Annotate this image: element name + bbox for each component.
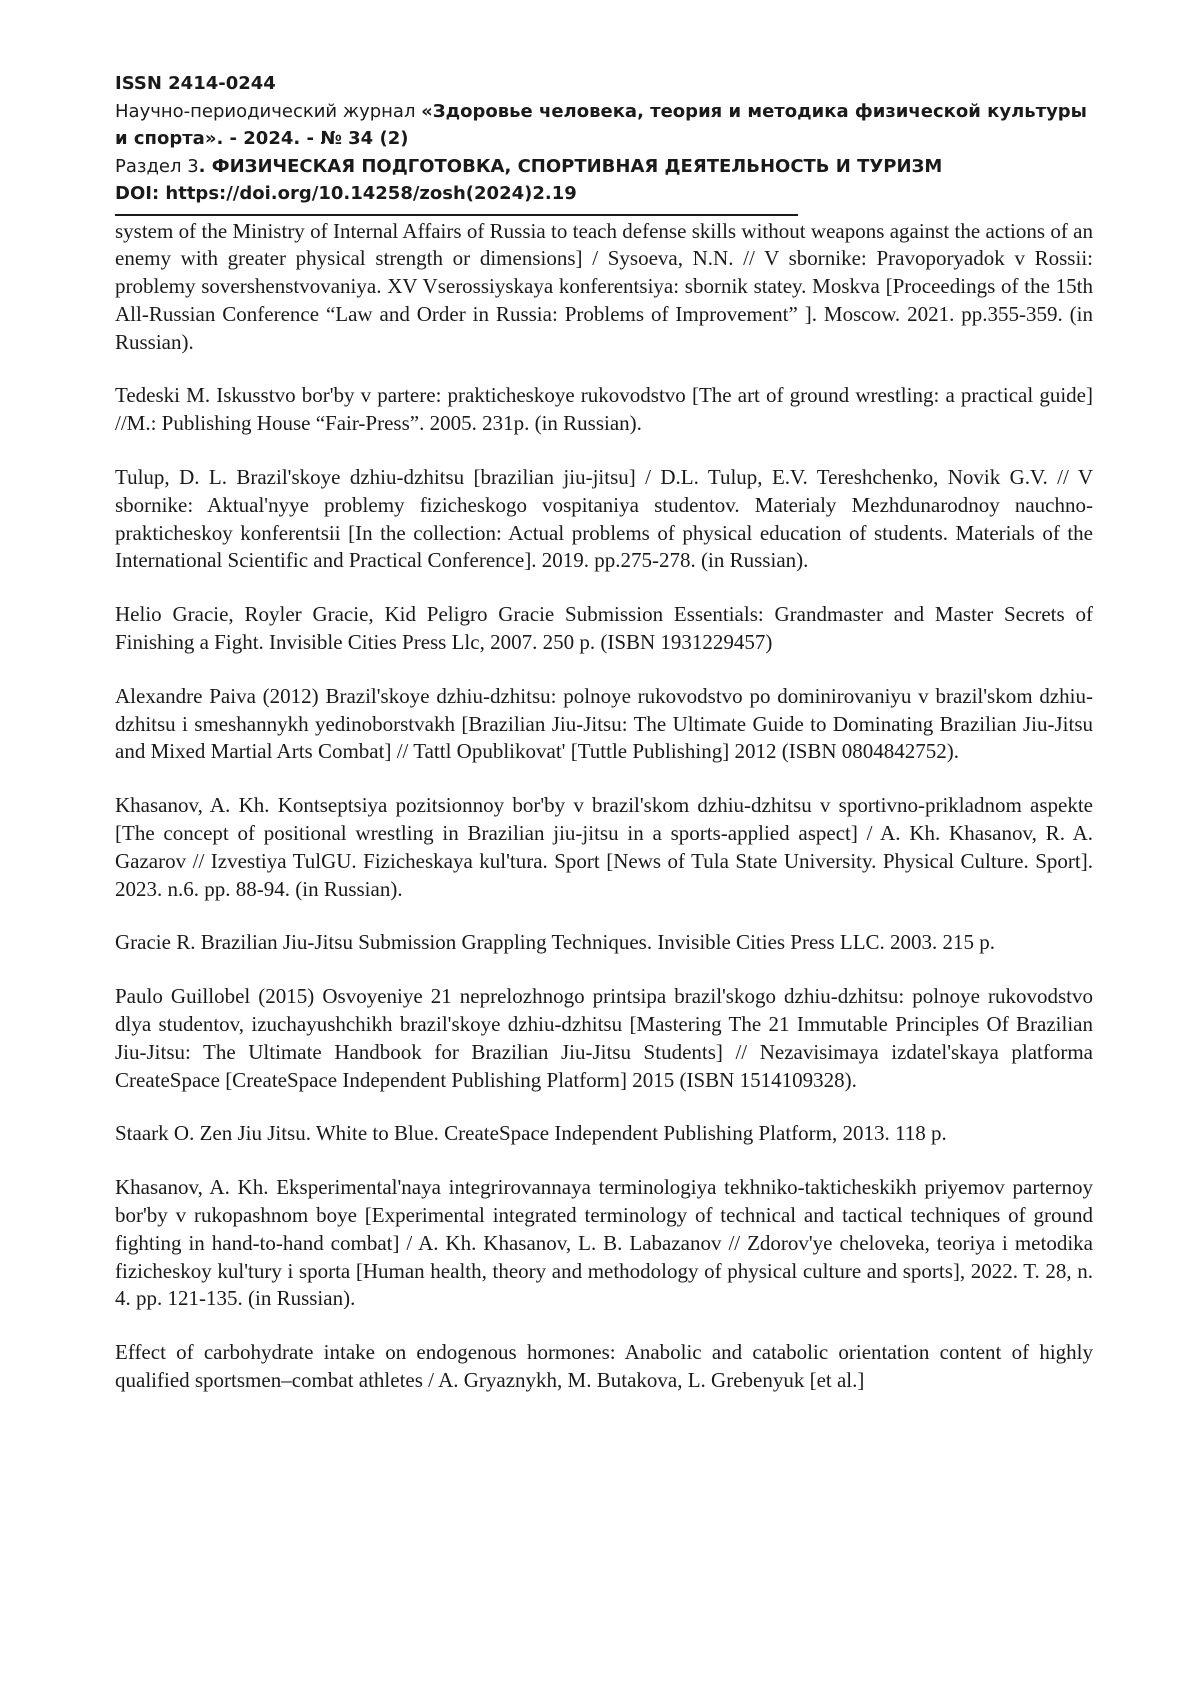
reference-item: Gracie R. Brazilian Jiu-Jitsu Submission Grappling Techniques. Invisible Cities Press LLC. 2003. 215 p. xyxy=(115,930,996,955)
issn: ISSN 2414-0244 xyxy=(115,73,276,94)
reference-item: Alexandre Paiva (2012) Brazil'skoye dzhiu-dzhitsu: polnoye rukovodstvo po dominirovaniyu v brazil'skom dzhiu-dzhitsu i smeshannykh yedinoborstvakh [Brazilian Jiu-Jitsu: The Ultimate Guide to Dominating Brazilian Jiu-Jitsu and Mixed Martial Arts Combat] // Tattl Opublikovat' [Tuttle Publishing] 2012 (ISBN 0804842752). xyxy=(115,683,1093,764)
header-rule xyxy=(115,214,798,216)
section-prefix: Раздел 3 xyxy=(115,155,199,177)
doi-line xyxy=(115,180,1093,208)
reference-item: Staark O. Zen Jiu Jitsu. White to Blue. CreateSpace Independent Publishing Platform, 2013. 118 p. xyxy=(115,1121,947,1146)
reference-item: system of the Ministry of Internal Affairs of Russia to teach defense skills without weapons against the actions of an enemy with greater physical strength or dimensions] / Sysoeva, N.N. // V sbornike: Pravoporyadok v Rossii: problemy sovershenstvovaniya. XV Vserossiyskaya konferentsiya: sbornik statey. Moskva [Proceedings of the 15th All-Russian Conference “Law and Order in Russia: Problems of Improvement” ]. Moscow. 2021. pp.355-359. (in Russian). xyxy=(115,218,1093,354)
reference-list xyxy=(115,218,1093,1395)
reference-item: Tulup, D. L. Brazil'skoye dzhiu-dzhitsu [brazilian jiu-jitsu] / D.L. Tulup, E.V. Tereshchenko, Novik G.V. // V sbornike: Aktual'nyye problemy fizicheskogo vospitaniya studentov. Materialy Mezhdunarodnoy nauchno-prakticheskoy konferentsii [In the collection: Actual problems of physical education of students. Materials of the International Scientific and Practical Conference]. 2019. pp.275-278. (in Russian). xyxy=(115,465,1093,573)
reference-item: Effect of carbohydrate intake on endogenous hormones: Anabolic and catabolic orientation content of highly qualified sportsmen–combat athletes / A. Gryaznykh, M. Butakova, L. Grebenyuk [et al.] xyxy=(115,1340,1093,1392)
page xyxy=(115,70,1093,1421)
reference-item: Helio Gracie, Royler Gracie, Kid Peligro Gracie Submission Essentials: Grandmaster and Master Secrets of Finishing a Fight. Invisible Cities Press Llc, 2007. 250 p. (ISBN 1931229457) xyxy=(115,602,1093,655)
reference-item: Paulo Guillobel (2015) Osvoyeniye 21 neprelozhnogo printsipa brazil'skogo dzhiu-dzhitsu: polnoye rukovodstvo dlya studentov, izuchayushchikh brazil'skoye dzhiu-dzhitsu [Mastering The 21 Immutable Principles Of Brazilian Jiu-Jitsu: The Ultimate Handbook for Brazilian Jiu-Jitsu Students] // Nezavisimaya izdatel'skaya platforma CreateSpace [CreateSpace Independent Publishing Platform] 2015 (ISBN 1514109328). xyxy=(115,984,1093,1092)
journal-prefix: Научно-периодический журнал xyxy=(115,100,422,122)
issn-line xyxy=(115,70,1093,98)
journal-header xyxy=(115,70,1093,208)
journal-title: «Здоровье человека, теория и методика физической культуры и спорта». - 2024. - № 34 (2) xyxy=(115,100,1087,149)
doi: DOI: https://doi.org/10.14258/zosh(2024)2.19 xyxy=(115,183,577,204)
reference-item: Khasanov, A. Kh. Kontseptsiya pozitsionnoy bor'by v brazil'skom dzhiu-dzhitsu v sportivno-prikladnom aspekte [The concept of positional wrestling in Brazilian jiu-jitsu in a sports-applied aspect] / A. Kh. Khasanov, R. A. Gazarov // Izvestiya TulGU. Fizicheskaya kul'tura. Sport [News of Tula State University. Physical Culture. Sport]. 2023. n.6. pp. 88-94. (in Russian). xyxy=(115,793,1093,901)
journal-line xyxy=(115,98,1093,153)
reference-item: Tedeski M. Iskusstvo bor'by v partere: prakticheskoye rukovodstvo [The art of ground wrestling: a practical guide] //M.: Publishing House “Fair-Press”. 2005. 231p. (in Russian). xyxy=(115,383,1093,436)
section-line xyxy=(115,153,1093,181)
reference-item: Khasanov, A. Kh. Eksperimental'naya integrirovannaya terminologiya tekhniko-takticheskikh priyemov parternoy bor'by v rukopashnom boye [Experimental integrated terminology of technical and tactical techniques of ground fighting in hand-to-hand combat] / A. Kh. Khasanov, L. B. Labazanov // Zdorov'ye cheloveka, teoriya i metodika fizicheskoy kul'tury i sporta [Human health, theory and methodology of physical culture and sports], 2022. T. 28, n. 4. pp. 121-135. (in Russian). xyxy=(115,1175,1093,1311)
section-title: . ФИЗИЧЕСКАЯ ПОДГОТОВКА, СПОРТИВНАЯ ДЕЯТЕЛЬНОСТЬ И ТУРИЗМ xyxy=(198,155,943,177)
